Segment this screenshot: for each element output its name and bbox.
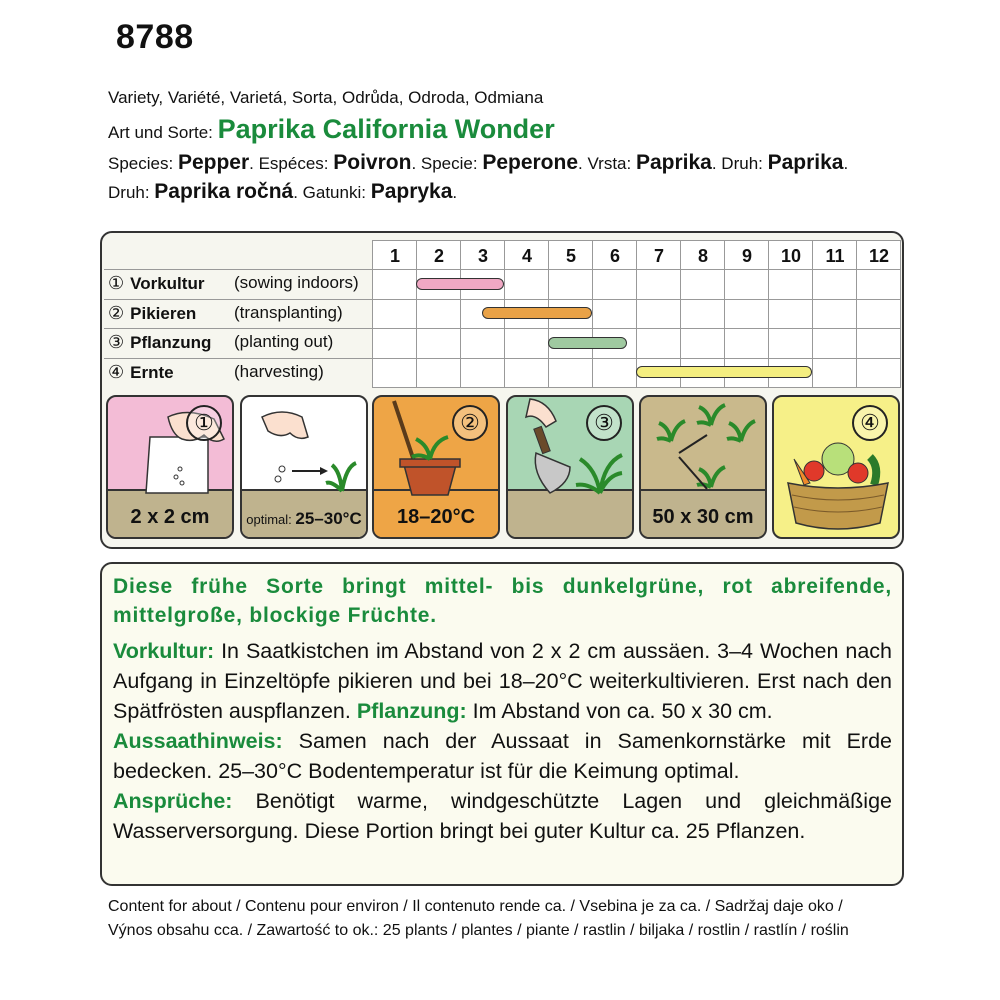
calendar-cell [812,358,857,389]
species-value: Paprika [767,151,844,174]
calendar-row-label [108,273,359,294]
calendar-cell [592,269,637,300]
step-number-icon: ③ [586,405,622,441]
calendar-row-label [108,361,324,383]
activity-name-en: (planting out) [234,332,334,351]
calendar-cell [636,269,681,300]
keyword-aussaathinweis: Aussaathinweis: [113,729,283,753]
calendar-cell [812,269,857,300]
art-label: Art und Sorte: [108,123,218,142]
calendar-cell [768,269,813,300]
calendar-cell [680,299,725,330]
calendar-cell [460,328,505,359]
calendar-period-bar [416,278,504,290]
species-label: . [843,154,849,173]
species-line-1 [108,151,848,175]
month-number: 9 [741,246,752,266]
month-number: 11 [825,246,845,266]
calendar-row-label [108,332,334,353]
pictogram-step [372,395,500,539]
pictogram-step [772,395,900,539]
calendar-row-label [108,302,343,324]
species-label: . Vrsta: [578,154,636,173]
step-number-icon: ② [108,302,125,323]
calendar-cell [680,269,725,300]
calendar-cell [812,299,857,330]
calendar-cell [856,269,901,300]
product-code: 8788 [116,18,194,56]
calendar-cell [856,328,901,359]
caption-text: 18–20°C [396,506,476,528]
keyword-pflanzung: Pflanzung: [356,699,467,723]
caption-prefix: optimal: [246,512,296,527]
month-header-cell [636,240,681,271]
activity-name-de: Pikieren [130,303,197,323]
step-number-icon: ① [108,273,125,293]
calendar-cell [504,328,549,359]
activity-name-de: Ernte [130,362,174,382]
month-number: 4 [521,246,532,266]
calendar-cell [460,358,505,389]
step-number-icon: ③ [108,332,125,352]
month-number: 10 [780,246,802,266]
activity-name-de: Pflanzung [130,333,212,352]
description-ansprueche: Ansprüche: Benötigt warme, windgeschützte Lagen und gleichmäßige Wasserversorgung. Diese Portion bringt bei guter Kultur ca. 25 Pflanzen. [113,789,892,843]
calendar-row [104,300,899,329]
pictogram-caption [242,509,366,529]
month-number: 6 [609,246,620,266]
month-number: 2 [433,246,444,266]
month-number: 8 [697,246,708,266]
calendar-row [104,329,899,358]
species-value: Poivron [333,151,412,174]
calendar-cell [416,358,461,389]
month-number: 12 [868,246,890,266]
step-number-icon: ④ [852,405,888,441]
calendar-cell [416,299,461,330]
pictogram-step [106,395,234,539]
month-header-cell [768,240,813,271]
calendar-cell [548,358,593,389]
month-header-cell [416,240,461,271]
month-header-cell [724,240,769,271]
calendar-cell [724,328,769,359]
month-number: 3 [477,246,488,266]
calendar-cell [724,269,769,300]
calendar-cell [592,358,637,389]
pictogram-step [639,395,767,539]
art-und-sorte-line [108,114,555,145]
calendar-period-bar [482,307,592,319]
activity-name-de: Vorkultur [130,274,205,293]
pictogram-step [506,395,634,539]
calendar-row [104,359,899,388]
pictogram-caption [374,506,498,529]
row-divider [104,328,372,329]
activity-name-en: (transplanting) [234,302,343,322]
calendar-row [104,270,899,299]
species-label: . Espéces: [249,154,334,173]
step-number-icon: ④ [108,361,125,382]
calendar-cell [372,328,417,359]
variety-line: Variety, Variété, Varietá, Sorta, Odrůda, Odroda, Odmiana [108,88,544,107]
caption-text: 25–30°C [295,509,362,528]
month-header-cell [592,240,637,271]
species-label: Species: [108,154,178,173]
calendar-period-bar [636,366,812,378]
row-divider [104,299,372,300]
content-footer-line-1: Content for about / Contenu pour environ / Il contenuto rende ca. / Vsebina je za ca. / Sadržaj daje oko / [108,898,843,915]
calendar-cell [812,328,857,359]
calendar-cell [372,269,417,300]
calendar-cell [856,299,901,330]
content-footer-line-2: Výnos obsahu cca. / Zawartość to ok.: 25 plants / plantes / piante / rastlin / biljaka / rostlin / rastlín / roślin [108,922,849,939]
month-number: 7 [653,246,664,266]
calendar-cell [636,328,681,359]
calendar-cell [724,299,769,330]
calendar-cell [680,328,725,359]
month-header-cell [372,240,417,271]
row-divider [104,269,372,270]
seed-germination-icon [242,397,368,502]
species-label: . [452,183,458,202]
calendar-cell [768,328,813,359]
pictogram-caption [108,506,232,529]
calendar-cell [592,299,637,330]
species-value: Paprika [635,151,712,174]
species-line-2 [108,180,457,204]
description-aussaathinweis: Aussaathinweis: Samen nach der Aussaat in Samenkornstärke mit Erde bedecken. 25–30°C Bodentemperatur ist für die Keimung optimal. [113,729,892,783]
species-value: Peperone [482,151,579,174]
month-header-cell [680,240,725,271]
species-label: Druh: [108,183,155,202]
calendar-cell [504,269,549,300]
step-number-icon: ② [452,405,488,441]
row-divider [104,358,372,359]
activity-name-en: (sowing indoors) [234,273,359,292]
caption-text: 50 x 30 cm [652,506,754,528]
species-label: . Gatunki: [293,183,371,202]
activity-name-en: (harvesting) [234,361,324,381]
month-header-cell [812,240,857,271]
calendar-cell [548,269,593,300]
pictogram-caption [641,506,765,529]
month-header-cell [504,240,549,271]
calendar-cell [768,299,813,330]
species-value: Pepper [177,151,250,174]
species-value: Papryka [370,180,453,203]
description-vorkultur: Vorkultur: In Saatkistchen im Abstand von 2 x 2 cm aussäen. 3–4 Wochen nach Aufgang in Einzeltöpfe pikieren und bei 18–20°C weiterkultivieren. Erst nach den Spätfrösten auspflanzen. Pflanzung: Im Abstand von ca. 50 x 30 cm. [113,639,892,723]
description-intro: Diese frühe Sorte bringt mittel- bis dunkelgrüne, rot abreifende, mittelgroße, blockige Früchte. [113,575,892,627]
month-header-cell [856,240,901,271]
step-number-icon: ① [186,405,222,441]
calendar-cell [636,299,681,330]
calendar-period-bar [548,337,627,349]
calendar-cell [416,328,461,359]
calendar-cell [372,299,417,330]
month-header-cell [548,240,593,271]
species-value: Paprika ročná [154,180,294,203]
month-number: 5 [565,246,576,266]
keyword-vorkultur: Vorkultur: [113,639,215,663]
keyword-ansprueche: Ansprüche: [113,789,233,813]
caption-text: 2 x 2 cm [130,506,210,528]
pictogram-step [240,395,368,539]
species-label: . Druh: [711,154,768,173]
calendar-cell [856,358,901,389]
month-number: 1 [389,246,400,266]
calendar-cell [504,358,549,389]
calendar-cell [372,358,417,389]
variety-name: Paprika California Wonder [217,114,555,144]
description-box [100,562,904,886]
month-header-cell [460,240,505,271]
species-label: . Specie: [411,154,483,173]
